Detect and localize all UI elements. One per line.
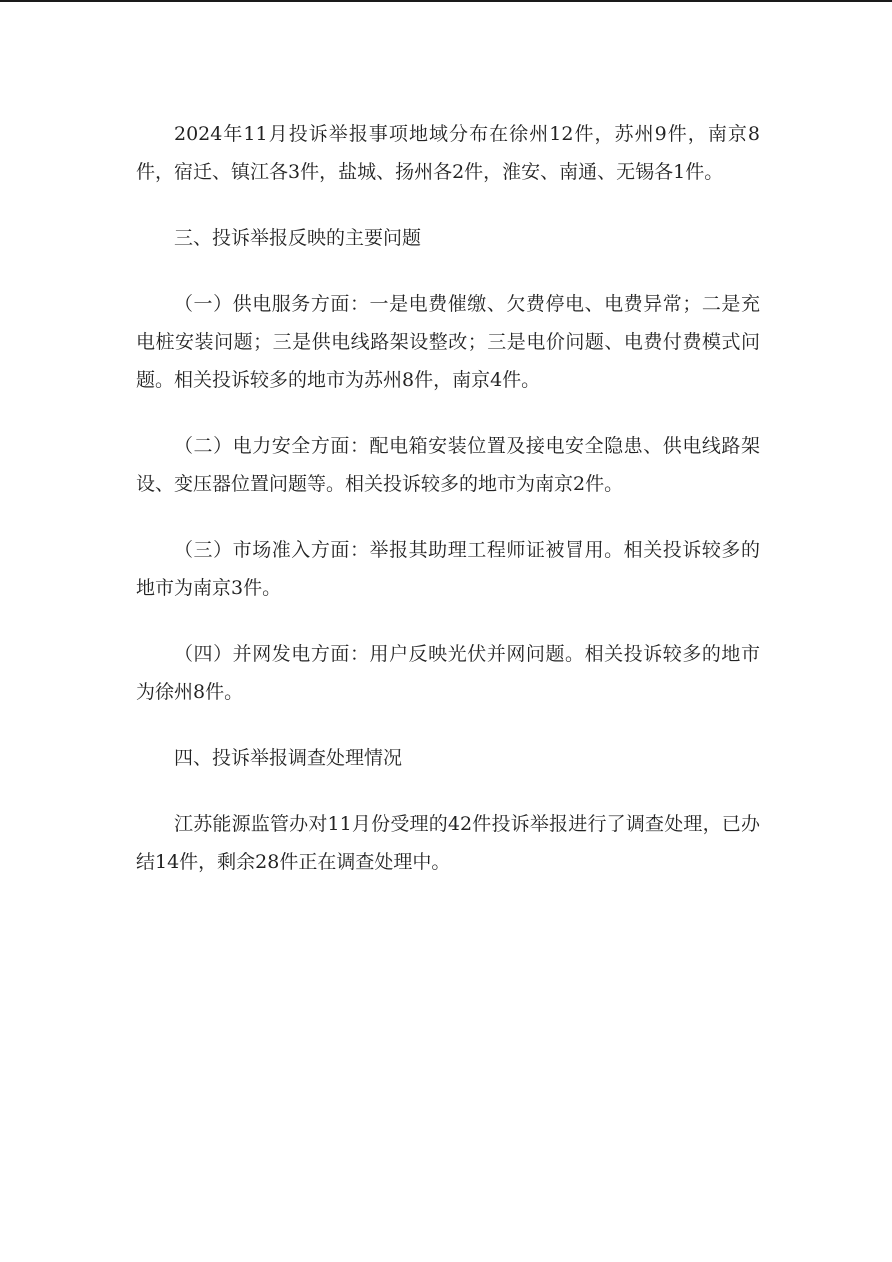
document-page	[136, 115, 760, 881]
section-heading-investigation: 四、投诉举报调查处理情况	[174, 747, 403, 769]
paragraph-power-safety: （二）电力安全方面：配电箱安装位置及接电安全隐患、供电线路架设、变压器位置问题等。相关投诉较多的地市为南京2件。	[136, 435, 760, 495]
paragraph-grid-connection: （四）并网发电方面：用户反映光伏并网问题。相关投诉较多的地市为徐州8件。	[136, 643, 760, 703]
top-border-line	[0, 0, 892, 2]
paragraph-regional-distribution: 2024年11月投诉举报事项地域分布在徐州12件，苏州9件，南京8件，宿迁、镇江各3件，盐城、扬州各2件，淮安、南通、无锡各1件。	[136, 123, 760, 183]
paragraph-market-access: （三）市场准入方面：举报其助理工程师证被冒用。相关投诉较多的地市为南京3件。	[136, 539, 760, 599]
paragraph-power-supply-service: （一）供电服务方面：一是电费催缴、欠费停电、电费异常；二是充电桩安装问题；三是供电线路架设整改；三是电价问题、电费付费模式问题。相关投诉较多的地市为苏州8件，南京4件。	[136, 293, 760, 391]
paragraph-investigation-status: 江苏能源监管办对11月份受理的42件投诉举报进行了调查处理，已办结14件，剩余28件正在调查处理中。	[136, 813, 760, 873]
section-heading-main-issues: 三、投诉举报反映的主要问题	[174, 227, 422, 249]
